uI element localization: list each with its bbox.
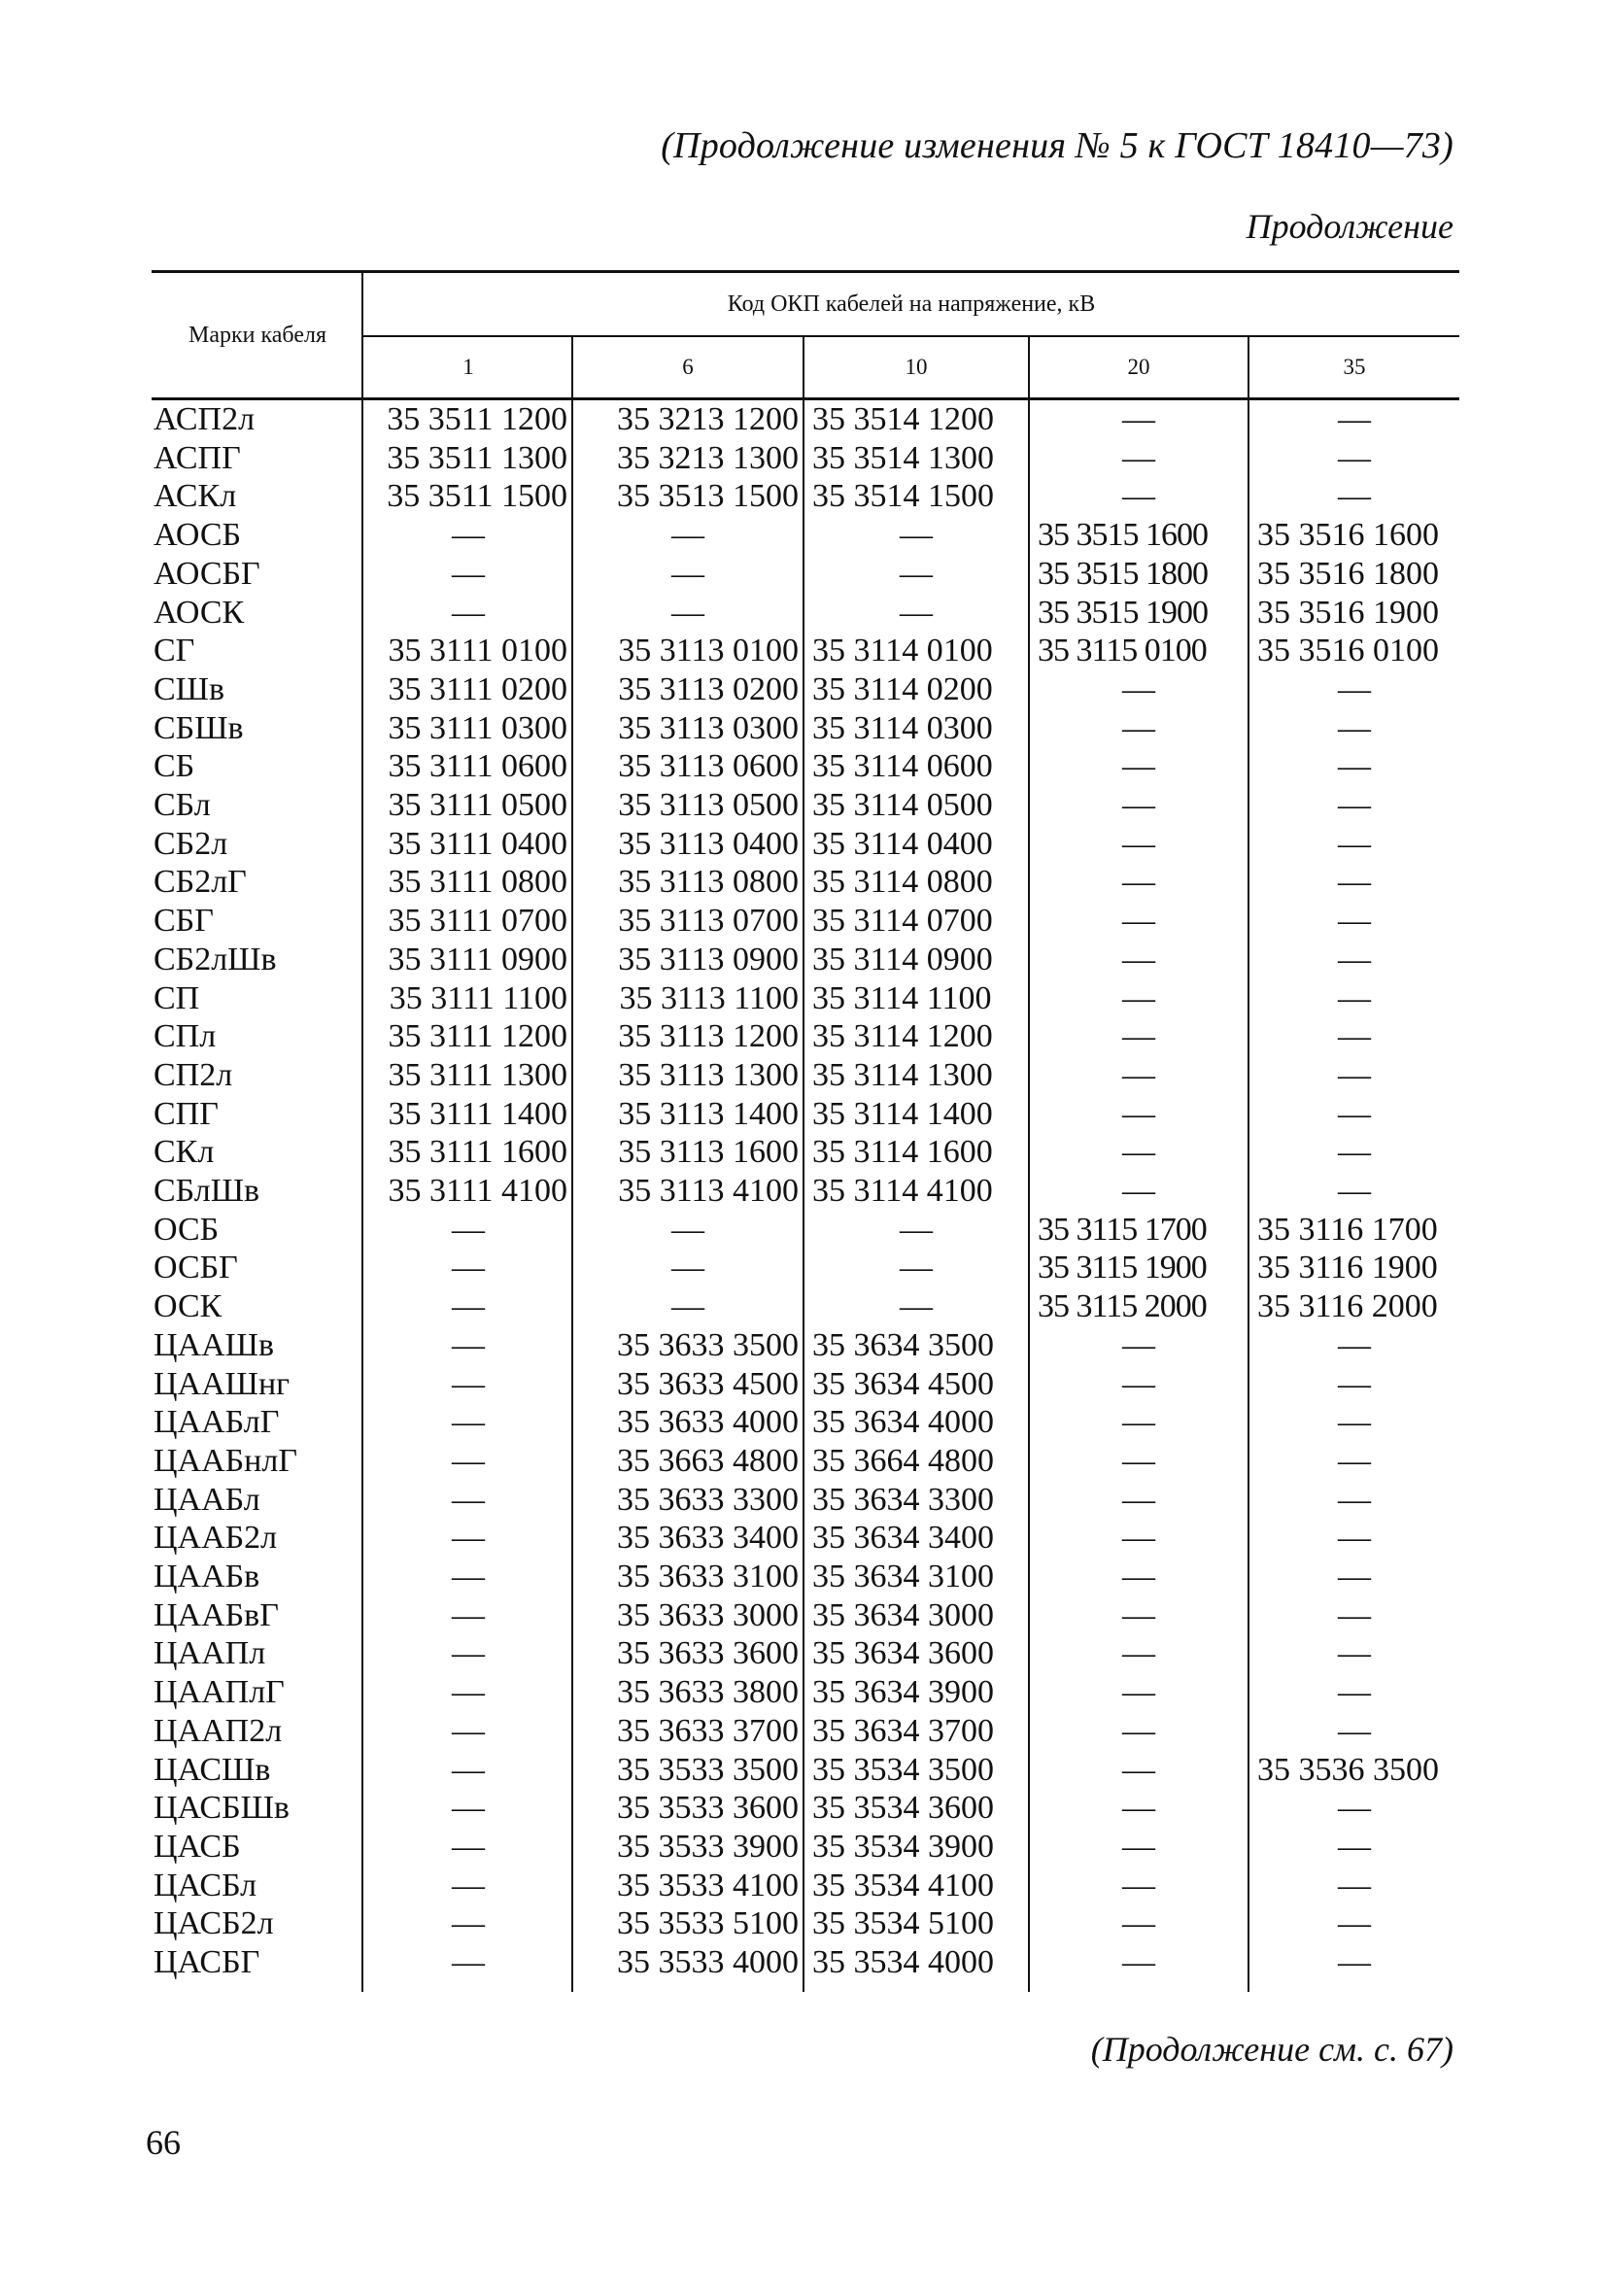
code-cell-10kv: 35 3114 0700 (812, 903, 993, 940)
code-cell-1kv: — (452, 555, 485, 592)
code-cell-1kv: 35 3111 0200 (388, 670, 567, 707)
code-cell-35kv: — (1338, 1944, 1371, 1980)
brand-cell: СП (154, 979, 200, 1016)
code-cell-6kv: 35 3633 4500 (617, 1365, 799, 1402)
brand-cell: ЦАСШв (154, 1751, 271, 1788)
table-row (152, 1481, 1459, 1520)
code-cell-20kv: — (1122, 941, 1155, 977)
table-row (152, 902, 1459, 941)
brand-cell: ЦААБлГ (154, 1404, 280, 1441)
code-cell-1kv: 35 3511 1500 (387, 478, 567, 515)
table-row (152, 1442, 1459, 1481)
voltage-header-6: 6 (682, 355, 694, 379)
code-cell-20kv: — (1122, 1326, 1155, 1363)
code-cell-35kv: 35 3116 2000 (1257, 1288, 1438, 1325)
code-cell-1kv: — (452, 1751, 485, 1788)
code-cell-20kv: — (1122, 864, 1155, 901)
code-cell-20kv: — (1122, 1559, 1155, 1594)
code-cell-35kv: — (1338, 1018, 1371, 1055)
code-cell-6kv: 35 3633 3600 (617, 1635, 799, 1672)
table-row (152, 1789, 1459, 1828)
code-cell-1kv: — (452, 1326, 485, 1363)
brand-cell: ОСБГ (154, 1250, 238, 1286)
code-cell-20kv: — (1122, 1712, 1155, 1749)
code-cell-20kv: — (1122, 979, 1155, 1016)
code-cell-20kv: — (1122, 1596, 1155, 1633)
table-row (152, 594, 1459, 633)
code-cell-1kv: 35 3111 1300 (388, 1056, 567, 1093)
code-cell-35kv: — (1338, 1790, 1371, 1827)
code-cell-6kv: — (671, 555, 704, 592)
code-cell-6kv: — (671, 1250, 704, 1286)
brand-cell: СБл (154, 787, 211, 823)
table-row (152, 1634, 1459, 1673)
code-cell-1kv: — (452, 1674, 485, 1711)
code-cell-10kv: 35 3534 4000 (812, 1944, 994, 1980)
running-head: (Продолжение изменения № 5 к ГОСТ 18410—73) (661, 125, 1453, 166)
table-row (152, 1287, 1459, 1326)
code-cell-10kv: 35 3634 3100 (812, 1559, 994, 1594)
code-cell-1kv: — (452, 1520, 485, 1557)
code-cell-10kv: 35 3634 3500 (812, 1326, 994, 1363)
code-cell-35kv: — (1338, 1712, 1371, 1749)
table-row (152, 477, 1459, 516)
table-row (152, 941, 1459, 979)
brand-cell: ОСБ (154, 1211, 220, 1248)
brand-cell: ЦАСБл (154, 1867, 257, 1903)
code-cell-35kv: — (1338, 1095, 1371, 1132)
code-cell-35kv: — (1338, 941, 1371, 977)
code-cell-10kv: 35 3634 3700 (812, 1712, 994, 1749)
voltage-header-35: 35 (1343, 355, 1366, 379)
brand-cell: ЦАСБ2л (154, 1905, 274, 1942)
code-cell-20kv: — (1122, 1481, 1155, 1518)
table-row (152, 1867, 1459, 1905)
voltage-group-header: Код ОКП кабелей на напряжение, кВ (727, 291, 1096, 317)
code-cell-35kv: — (1338, 1828, 1371, 1865)
code-cell-20kv: — (1122, 1828, 1155, 1865)
code-cell-35kv: — (1338, 1404, 1371, 1441)
code-cell-1kv: — (452, 1905, 485, 1942)
brand-cell: СБШв (154, 709, 244, 746)
code-cell-20kv: — (1122, 1056, 1155, 1093)
code-cell-35kv: — (1338, 439, 1371, 476)
brand-cell: СКл (154, 1134, 215, 1171)
brand-cell: СБ2лГ (154, 864, 247, 901)
code-cell-20kv: — (1122, 1365, 1155, 1402)
code-cell-10kv: 35 3114 0800 (812, 864, 993, 901)
code-cell-1kv: — (452, 1635, 485, 1672)
code-cell-10kv: 35 3514 1500 (812, 478, 994, 515)
code-cell-1kv: — (452, 1481, 485, 1518)
code-cell-35kv: — (1338, 1173, 1371, 1209)
code-cell-20kv: 35 3515 1600 (1038, 517, 1208, 554)
code-cell-1kv: 35 3111 0500 (388, 787, 567, 823)
code-cell-20kv: — (1122, 1520, 1155, 1557)
code-cell-10kv: — (900, 594, 933, 631)
code-cell-20kv: — (1122, 439, 1155, 476)
code-cell-20kv: — (1122, 1674, 1155, 1711)
code-cell-20kv: — (1122, 1867, 1155, 1903)
code-cell-35kv: — (1338, 1056, 1371, 1093)
code-cell-10kv: — (900, 1211, 933, 1248)
brand-cell: СП2л (154, 1056, 233, 1093)
table-row (152, 1943, 1459, 1982)
code-cell-6kv: 35 3113 0900 (618, 941, 799, 977)
code-cell-1kv: — (452, 594, 485, 631)
code-cell-35kv: — (1338, 1481, 1371, 1518)
code-cell-6kv: 35 3113 0600 (618, 748, 799, 785)
code-cell-35kv: — (1338, 1520, 1371, 1557)
brand-cell: СБГ (154, 903, 214, 940)
brand-cell: СПГ (154, 1095, 219, 1132)
code-cell-10kv: — (900, 555, 933, 592)
code-cell-6kv: 35 3633 3700 (617, 1712, 799, 1749)
code-cell-1kv: 35 3111 4100 (388, 1173, 567, 1209)
code-cell-1kv: — (452, 1211, 485, 1248)
voltage-header-20: 20 (1127, 355, 1150, 379)
table-row (152, 400, 1459, 439)
table-row (152, 1673, 1459, 1712)
code-cell-6kv: 35 3113 1200 (618, 1018, 799, 1055)
code-cell-20kv: — (1122, 1173, 1155, 1209)
code-cell-35kv: — (1338, 1365, 1371, 1402)
code-cell-10kv: 35 3534 4100 (812, 1867, 994, 1903)
table-row (152, 1017, 1459, 1056)
code-cell-6kv: 35 3633 3300 (617, 1481, 799, 1518)
code-cell-10kv: 35 3114 0600 (812, 748, 993, 785)
table-row (152, 670, 1459, 709)
brand-cell: ЦААП2л (154, 1712, 283, 1749)
table-row (152, 979, 1459, 1018)
code-cell-6kv: 35 3113 1600 (618, 1134, 799, 1171)
code-cell-35kv: 35 3516 1600 (1257, 517, 1439, 554)
code-cell-1kv: — (452, 1288, 485, 1325)
code-cell-1kv: 35 3111 0900 (388, 941, 567, 977)
brand-cell: СГ (154, 633, 195, 669)
code-cell-10kv: 35 3634 3900 (812, 1674, 994, 1711)
code-cell-20kv: 35 3515 1900 (1038, 594, 1208, 631)
table-row (152, 1095, 1459, 1134)
table-row (152, 555, 1459, 594)
table-row (152, 825, 1459, 864)
code-cell-6kv: 35 3213 1300 (617, 439, 799, 476)
code-cell-35kv: — (1338, 864, 1371, 901)
code-cell-1kv: 35 3511 1200 (387, 401, 567, 437)
code-cell-10kv: 35 3664 4800 (812, 1442, 994, 1479)
code-cell-6kv: 35 3113 1400 (618, 1095, 799, 1132)
code-cell-10kv: 35 3634 4000 (812, 1404, 994, 1441)
code-cell-20kv: 35 3115 1900 (1038, 1250, 1207, 1286)
brand-cell: ЦААБ2л (154, 1520, 278, 1557)
code-cell-6kv: 35 3633 3500 (617, 1326, 799, 1363)
code-cell-1kv: 35 3111 0800 (388, 864, 567, 901)
code-cell-35kv: — (1338, 1596, 1371, 1633)
code-cell-10kv: 35 3114 1400 (812, 1095, 993, 1132)
code-cell-6kv: 35 3533 4000 (617, 1944, 799, 1980)
code-cell-10kv: 35 3114 1600 (812, 1134, 993, 1171)
code-cell-6kv: — (671, 1288, 704, 1325)
brand-cell: СПл (154, 1018, 217, 1055)
code-cell-6kv: 35 3633 4000 (617, 1404, 799, 1441)
code-cell-6kv: 35 3513 1500 (617, 478, 799, 515)
code-cell-6kv: 35 3533 5100 (617, 1905, 799, 1942)
code-cell-35kv: — (1338, 1559, 1371, 1594)
code-cell-20kv: — (1122, 670, 1155, 707)
code-cell-1kv: — (452, 1250, 485, 1286)
code-cell-35kv: — (1338, 1134, 1371, 1171)
code-cell-20kv: 35 3115 1700 (1038, 1211, 1207, 1248)
table-row (152, 1596, 1459, 1635)
table-row (152, 632, 1459, 670)
code-cell-1kv: — (452, 1404, 485, 1441)
code-cell-20kv: — (1122, 401, 1155, 437)
code-cell-35kv: — (1338, 401, 1371, 437)
code-cell-1kv: — (452, 1365, 485, 1402)
table-row (152, 516, 1459, 555)
table-row (152, 1712, 1459, 1751)
brand-cell: СБ2лШв (154, 941, 277, 977)
code-cell-35kv: — (1338, 1674, 1371, 1711)
table-row (152, 1211, 1459, 1250)
code-cell-20kv: — (1122, 1018, 1155, 1055)
code-cell-6kv: 35 3113 0800 (618, 864, 799, 901)
brand-cell: СБ2л (154, 825, 228, 862)
code-cell-6kv: 35 3633 3800 (617, 1674, 799, 1711)
code-cell-10kv: 35 3114 0300 (812, 709, 993, 746)
code-cell-35kv: — (1338, 903, 1371, 940)
table-row (152, 1403, 1459, 1442)
code-cell-6kv: 35 3533 4100 (617, 1867, 799, 1903)
code-cell-1kv: 35 3111 0100 (388, 633, 567, 669)
brand-cell: ЦААБл (154, 1481, 260, 1518)
brand-column-header: Марки кабеля (188, 322, 326, 348)
brand-cell: ЦАСБГ (154, 1944, 260, 1980)
code-cell-6kv: 35 3113 0300 (618, 709, 799, 746)
code-cell-35kv: — (1338, 1326, 1371, 1363)
code-cell-35kv: — (1338, 979, 1371, 1016)
code-cell-10kv: 35 3634 3400 (812, 1520, 994, 1557)
brand-cell: СБ (154, 748, 195, 785)
code-cell-20kv: — (1122, 1404, 1155, 1441)
code-cell-35kv: — (1338, 1867, 1371, 1903)
code-cell-1kv: 35 3111 1600 (388, 1134, 567, 1171)
code-cell-35kv: — (1338, 670, 1371, 707)
code-cell-20kv: — (1122, 748, 1155, 785)
code-cell-10kv: 35 3534 5100 (812, 1905, 994, 1942)
code-cell-10kv: 35 3514 1200 (812, 401, 994, 437)
code-cell-1kv: — (452, 1828, 485, 1865)
code-cell-35kv: — (1338, 1635, 1371, 1672)
brand-cell: ЦААБв (154, 1559, 260, 1594)
code-cell-20kv: — (1122, 709, 1155, 746)
code-cell-20kv: — (1122, 1790, 1155, 1827)
code-cell-6kv: — (671, 517, 704, 554)
code-cell-10kv: 35 3114 0400 (812, 825, 993, 862)
code-cell-6kv: 35 3113 1300 (618, 1056, 799, 1093)
table-row (152, 1751, 1459, 1790)
code-cell-20kv: 35 3115 2000 (1038, 1288, 1207, 1325)
brand-cell: АОСБ (154, 517, 242, 554)
code-cell-10kv: — (900, 1288, 933, 1325)
code-cell-10kv: 35 3534 3600 (812, 1790, 994, 1827)
code-cell-35kv: — (1338, 787, 1371, 823)
table-row (152, 1828, 1459, 1867)
brand-cell: ЦААПлГ (154, 1674, 285, 1711)
code-cell-20kv: — (1122, 478, 1155, 515)
table-row (152, 439, 1459, 478)
code-cell-20kv: — (1122, 1134, 1155, 1171)
code-cell-1kv: 35 3111 1400 (388, 1095, 567, 1132)
code-cell-6kv: 35 3213 1200 (617, 401, 799, 437)
code-cell-1kv: — (452, 1790, 485, 1827)
table-row (152, 1904, 1459, 1943)
code-cell-10kv: 35 3514 1300 (812, 439, 994, 476)
code-cell-1kv: — (452, 1712, 485, 1749)
table-row (152, 1519, 1459, 1558)
code-cell-1kv: 35 3111 1200 (388, 1018, 567, 1055)
voltage-header-1: 1 (462, 355, 474, 379)
code-cell-6kv: 35 3633 3400 (617, 1520, 799, 1557)
table-row (152, 1365, 1459, 1404)
table-row (152, 1558, 1459, 1596)
code-cell-10kv: — (900, 517, 933, 554)
code-cell-6kv: — (671, 594, 704, 631)
code-cell-20kv: — (1122, 1751, 1155, 1788)
code-cell-10kv: 35 3634 4500 (812, 1365, 994, 1402)
brand-cell: СБлШв (154, 1173, 260, 1209)
code-cell-1kv: 35 3111 0400 (388, 825, 567, 862)
code-cell-10kv: 35 3114 0900 (812, 941, 993, 977)
code-cell-1kv: — (452, 1944, 485, 1980)
table-row (152, 1326, 1459, 1365)
code-cell-1kv: 35 3111 0700 (388, 903, 567, 940)
code-cell-10kv: 35 3114 1100 (812, 979, 992, 1016)
table-row (152, 786, 1459, 825)
code-cell-35kv: 35 3516 0100 (1257, 633, 1439, 669)
brand-cell: ЦААПл (154, 1635, 266, 1672)
code-cell-35kv: — (1338, 1905, 1371, 1942)
code-cell-20kv: — (1122, 787, 1155, 823)
code-cell-35kv: — (1338, 478, 1371, 515)
code-cell-6kv: 35 3113 0700 (618, 903, 799, 940)
brand-cell: АСКл (154, 478, 237, 515)
code-cell-1kv: 35 3111 0600 (388, 748, 567, 785)
code-cell-6kv: — (671, 1211, 704, 1248)
code-cell-1kv: — (452, 1867, 485, 1903)
code-cell-6kv: 35 3663 4800 (617, 1442, 799, 1479)
code-cell-1kv: — (452, 1442, 485, 1479)
code-cell-20kv: — (1122, 1635, 1155, 1672)
code-cell-10kv: 35 3114 0100 (812, 633, 993, 669)
brand-cell: ЦАСБ (154, 1828, 241, 1865)
code-cell-10kv: 35 3634 3600 (812, 1635, 994, 1672)
brand-cell: ЦАСБШв (154, 1790, 290, 1827)
code-cell-10kv: 35 3634 3300 (812, 1481, 994, 1518)
brand-cell: ЦААБнлГ (154, 1442, 298, 1479)
brand-cell: АСПГ (154, 439, 241, 476)
code-cell-35kv: — (1338, 825, 1371, 862)
code-cell-1kv: 35 3111 1100 (389, 979, 567, 1016)
code-cell-6kv: 35 3113 1100 (619, 979, 799, 1016)
code-cell-6kv: 35 3113 0400 (618, 825, 799, 862)
code-cell-10kv: 35 3114 0500 (812, 787, 993, 823)
code-cell-6kv: 35 3113 4100 (618, 1173, 799, 1209)
code-cell-20kv: — (1122, 1905, 1155, 1942)
table-row (152, 1172, 1459, 1211)
code-cell-20kv: 35 3515 1800 (1038, 555, 1208, 592)
table-row (152, 863, 1459, 902)
code-cell-10kv: 35 3114 1200 (812, 1018, 993, 1055)
code-cell-10kv: 35 3534 3900 (812, 1828, 994, 1865)
code-cell-20kv: — (1122, 1442, 1155, 1479)
code-cell-1kv: — (452, 517, 485, 554)
voltage-header-10: 10 (905, 355, 928, 379)
brand-cell: АСП2л (154, 401, 256, 437)
table-row (152, 1056, 1459, 1095)
table-row (152, 747, 1459, 786)
code-cell-20kv: — (1122, 825, 1155, 862)
footer-continuation: (Продолжение см. с. 67) (1090, 2030, 1453, 2069)
code-cell-1kv: — (452, 1559, 485, 1594)
code-cell-35kv: 35 3516 1800 (1257, 555, 1439, 592)
code-cell-35kv: 35 3536 3500 (1257, 1751, 1439, 1788)
code-cell-6kv: 35 3633 3000 (617, 1596, 799, 1633)
brand-cell: ЦААБвГ (154, 1596, 279, 1633)
page-number: 66 (146, 2123, 181, 2162)
code-cell-20kv: — (1122, 1944, 1155, 1980)
brand-cell: АОСК (154, 594, 245, 631)
table-row (152, 1133, 1459, 1172)
code-cell-6kv: 35 3533 3900 (617, 1828, 799, 1865)
code-cell-6kv: 35 3533 3600 (617, 1790, 799, 1827)
code-cell-10kv: — (900, 1250, 933, 1286)
code-cell-6kv: 35 3633 3100 (617, 1559, 799, 1594)
code-cell-6kv: 35 3113 0100 (618, 633, 799, 669)
table-row (152, 709, 1459, 748)
brand-cell: ЦААШв (154, 1326, 275, 1363)
code-cell-35kv: — (1338, 748, 1371, 785)
brand-cell: ЦААШнг (154, 1365, 291, 1402)
code-cell-35kv: — (1338, 1442, 1371, 1479)
code-cell-20kv: — (1122, 903, 1155, 940)
code-cell-1kv: — (452, 1596, 485, 1633)
code-cell-35kv: — (1338, 709, 1371, 746)
code-cell-10kv: 35 3114 0200 (812, 670, 993, 707)
code-cell-1kv: 35 3111 0300 (388, 709, 567, 746)
table-row (152, 1249, 1459, 1287)
code-cell-6kv: 35 3113 0200 (618, 670, 799, 707)
brand-cell: АОСБГ (154, 555, 260, 592)
continuation-label: Продолжение (1246, 207, 1453, 246)
code-cell-35kv: 35 3116 1900 (1257, 1250, 1438, 1286)
brand-cell: ОСК (154, 1288, 222, 1325)
code-cell-20kv: — (1122, 1095, 1155, 1132)
code-cell-10kv: 35 3114 4100 (812, 1173, 993, 1209)
code-cell-6kv: 35 3113 0500 (618, 787, 799, 823)
code-cell-20kv: 35 3115 0100 (1038, 633, 1207, 669)
code-cell-10kv: 35 3114 1300 (812, 1056, 993, 1093)
code-cell-35kv: 35 3516 1900 (1257, 594, 1439, 631)
code-cell-6kv: 35 3533 3500 (617, 1751, 799, 1788)
brand-cell: СШв (154, 670, 225, 707)
code-cell-1kv: 35 3511 1300 (387, 439, 567, 476)
code-cell-10kv: 35 3634 3000 (812, 1596, 994, 1633)
code-cell-10kv: 35 3534 3500 (812, 1751, 994, 1788)
code-cell-35kv: 35 3116 1700 (1257, 1211, 1438, 1248)
